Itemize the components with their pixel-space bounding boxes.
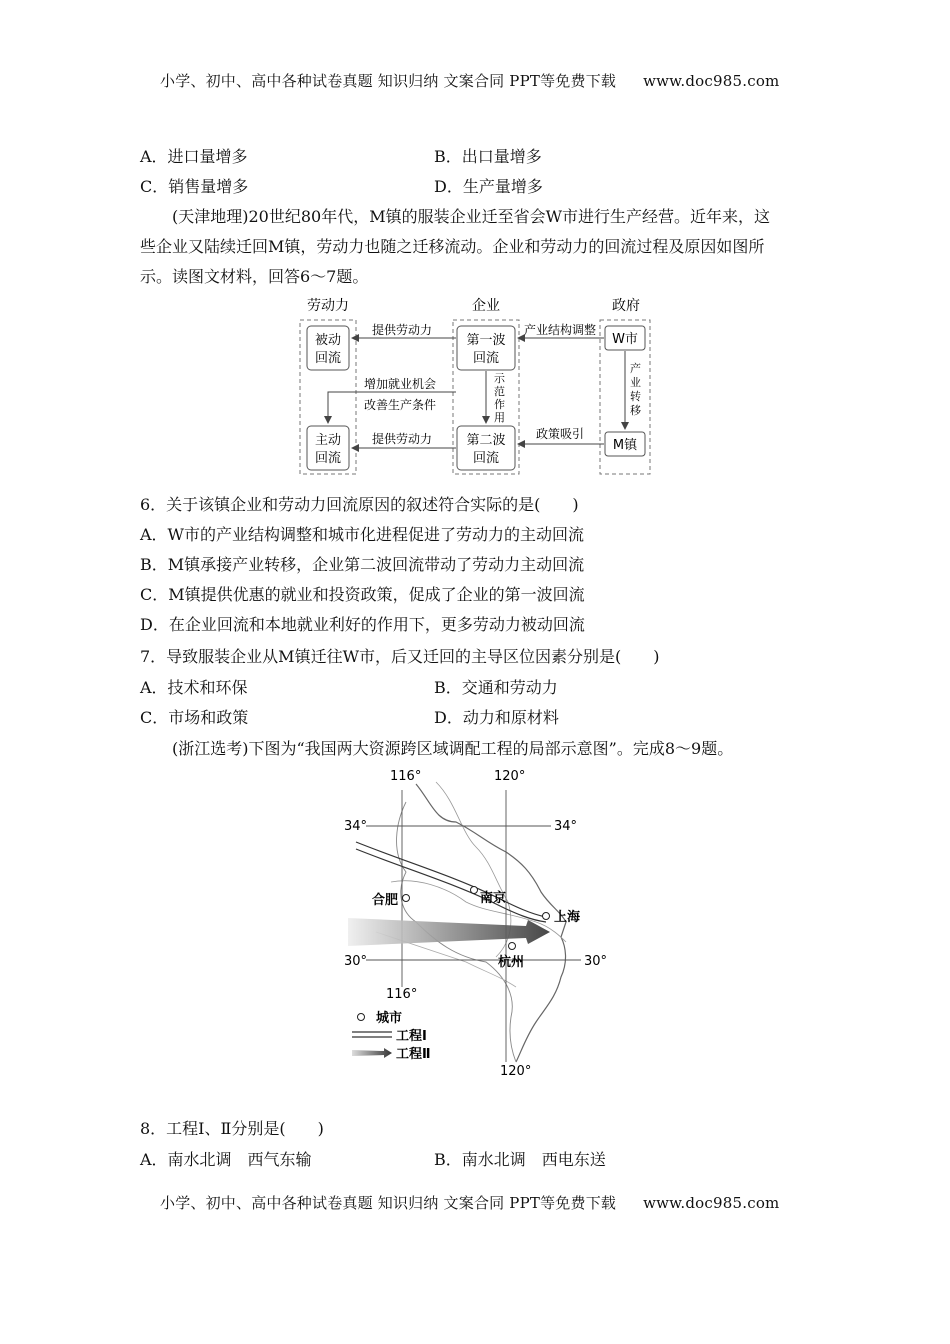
q5-option-a: A．进口量增多 [140,147,248,166]
transfer-char1: 产 [630,362,641,375]
q6-option-c: C．M镇提供优惠的就业和投资政策，促成了企业的第一波回流 [140,585,585,604]
q8-stem: 8．工程Ⅰ、Ⅱ分别是( ) [140,1119,324,1138]
label-lon116-bottom: 116° [386,987,418,1002]
policy-text: 政策吸引 [535,427,585,441]
flow-diagram [290,292,662,478]
demo-char3: 作 [494,398,505,411]
wcity-text: W市 [612,332,638,347]
passage2: (浙江选考)下图为“我国两大资源跨区域调配工程的局部示意图”。完成8～9题。 [172,739,734,758]
legend-city-dot [358,1014,365,1021]
mtown-text: M镇 [612,438,638,453]
q6-option-b: B．M镇承接产业转移，企业第二波回流带动了劳动力主动回流 [140,555,585,574]
label-lon116-top: 116° [390,769,422,784]
q6-stem: 6．关于该镇企业和劳动力回流原因的叙述符合实际的是( ) [140,495,579,514]
project2-arrow [348,918,550,946]
provide-labor-top-text: 提供劳动力 [371,323,433,337]
demo-char4: 用 [494,411,505,424]
page-footer [160,1192,779,1213]
legend-p1-label: 工程Ⅰ [396,1029,427,1044]
label-lon120-bottom: 120° [500,1064,532,1079]
jobs-text2: 改善生产条件 [363,398,437,412]
footer-text: 小学、初中、高中各种试卷真题 知识归纳 文案合同 PPT等免费下载 [160,1194,617,1212]
passage1-line1: (天津地理)20世纪80年代，M镇的服装企业迁至省会W市进行生产经营。近年来，这 [172,207,771,226]
q8-option-b: B．南水北调 西电东送 [434,1150,606,1169]
header-site: www.doc985.com [643,72,780,90]
wave1-text1: 第一波 [466,333,506,348]
industry-adjust-text: 产业结构调整 [523,323,597,337]
q5-option-d: D．生产量增多 [434,177,543,196]
q6-option-a: A．W市的产业结构调整和城市化进程促进了劳动力的主动回流 [140,525,585,544]
header-text: 小学、初中、高中各种试卷真题 知识归纳 文案合同 PPT等免费下载 [160,72,617,90]
jobs-text1: 增加就业机会 [363,377,437,391]
col-enterprise-label: 企业 [472,298,500,314]
legend-p2-label: 工程Ⅱ [396,1047,431,1062]
q7-option-a: A．技术和环保 [140,678,248,697]
passage1-line2: 些企业又陆续迁回M镇，劳动力也随之迁移流动。企业和劳动力的回流过程及原因如图所 [140,237,765,256]
passage1-line3: 示。读图文材料，回答6～7题。 [140,267,369,286]
page-header [160,70,779,91]
label-lat30-right: 30° [584,954,608,969]
label-lat30-left: 30° [344,954,368,969]
label-lon120-top: 120° [494,769,526,784]
transfer-char2: 业 [630,376,641,389]
city-shanghai-dot [543,913,550,920]
q7-stem: 7．导致服装企业从M镇迁往W市，后又迁回的主导区位因素分别是( ) [140,647,660,666]
q5-option-c: C．销售量增多 [140,177,249,196]
demo-char1: 示 [494,372,505,385]
q7-option-c: C．市场和政策 [140,708,249,727]
q6-option-d: D．在企业回流和本地就业利好的作用下，更多劳动力被动回流 [140,615,585,634]
legend-city-label: 城市 [376,1011,403,1026]
active-text1: 主动 [314,433,342,448]
q7-option-b: B．交通和劳动力 [434,678,558,697]
wave2-text2: 回流 [472,451,500,466]
provide-labor-bottom-text: 提供劳动力 [371,432,433,446]
demo-char2: 范 [494,385,505,398]
q8-option-a: A．南水北调 西气东输 [140,1150,312,1169]
label-lat34-right: 34° [554,819,578,834]
active-text2: 回流 [314,451,342,466]
wave1-text2: 回流 [472,351,500,366]
passive-text2: 回流 [314,351,342,366]
city-shanghai-label: 上海 [554,910,581,925]
legend-p2-arrow [352,1048,392,1058]
col-gov-label: 政府 [612,298,640,314]
city-nanjing-dot [471,887,478,894]
footer-site: www.doc985.com [643,1194,780,1212]
city-hefei-dot [403,895,410,902]
city-nanjing-label: 南京 [480,891,507,906]
transfer-char4: 移 [630,404,641,417]
city-hefei-label: 合肥 [372,893,399,908]
col-labor-label: 劳动力 [307,298,349,314]
resource-map [336,762,626,1080]
city-hangzhou-label: 杭州 [498,955,525,970]
wave2-text1: 第二波 [466,433,506,448]
city-hangzhou-dot [509,943,516,950]
q7-option-d: D．动力和原材料 [434,708,559,727]
transfer-char3: 转 [630,390,641,403]
passive-text1: 被动 [314,333,342,348]
q5-option-b: B．出口量增多 [434,147,542,166]
label-lat34-left: 34° [344,819,368,834]
